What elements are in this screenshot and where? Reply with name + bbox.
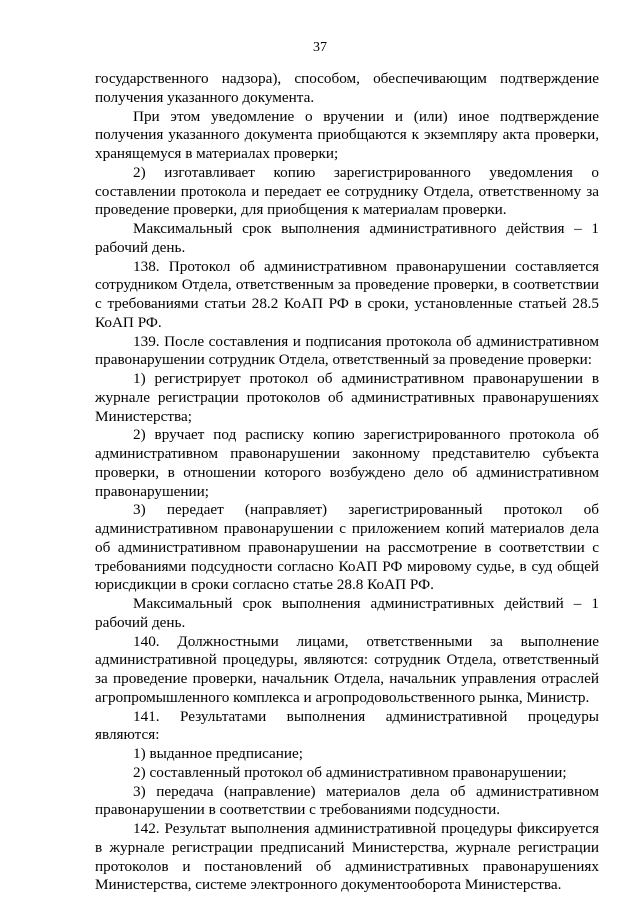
- paragraph: государственного надзора), способом, обеспечивающим подтверждение получения указанного документа.: [95, 70, 599, 106]
- paragraph: 1) выданное предписание;: [133, 745, 303, 762]
- paragraph: При этом уведомление о вручении и (или) иное подтверждение получения указанного документа приобщаются к экземпляру акта проверки, хранящемуся в материалах проверки;: [95, 107, 599, 162]
- paragraph: 140. Должностными лицами, ответственными за выполнение административной процедуры, являются: сотрудник Отдела, ответственный за проведение проверки, начальник Отдела, начальник управления отраслей агропромышленного комплекса и агропродовольственного рынка, Министр.: [95, 632, 599, 706]
- paragraph: Максимальный срок выполнения административного действия – 1 рабочий день.: [95, 220, 599, 256]
- paragraph: 2) составленный протокол об административном правонарушении;: [133, 763, 567, 781]
- paragraph: 1) регистрирует протокол об административном правонарушении в журнале регистрации протоколов об административных правонарушениях Министерства;: [95, 370, 599, 425]
- paragraph: 2) вручает под расписку копию зарегистрированного протокола об административном правонарушении законному представителю субъекта проверки, в отношении которого возбуждено дело об административном правонарушении;: [95, 426, 599, 500]
- paragraph: 138. Протокол об административном правонарушении составляется сотрудником Отдела, ответственным за проведение проверки, в соответствии с требованиями статьи 28.2 КоАП РФ в сроки, установленные статьей 28.5 КоАП РФ.: [95, 257, 599, 331]
- paragraph: 3) передает (направляет) зарегистрированный протокол об административном правонарушении с приложением копий материалов дела об административном правонарушении на рассмотрение в соответствии с требованиями подсудности согласно КоАП РФ мировому судье, в суд общей юрисдикции в сроки согласно статье 28.8 КоАП РФ.: [95, 501, 599, 594]
- paragraph: 2) изготавливает копию зарегистрированного уведомления о составлении протокола и передает ее сотруднику Отдела, ответственному за проведение проверки, для приобщения к материалам проверки.: [95, 163, 599, 219]
- paragraph: 3) передача (направление) материалов дела об административном правонарушении в соответствии с требованиями подсудности.: [95, 782, 599, 819]
- paragraph: 141. Результатами выполнения административной процедуры являются:: [95, 707, 599, 744]
- paragraph: 139. После составления и подписания протокола об административном правонарушении сотрудник Отдела, ответственный за проведение проверки:: [95, 332, 599, 369]
- paragraph: Максимальный срок выполнения административных действий – 1 рабочий день.: [95, 595, 599, 631]
- document-body: [95, 70, 599, 895]
- page-number: 37: [313, 40, 327, 55]
- paragraph: 142. Результат выполнения административной процедуры фиксируется в журнале регистрации предписаний Министерства, журнале регистрации протоколов и постановлений об административных правонарушениях Министерства, системе электронного документооборота Министерства.: [95, 820, 599, 894]
